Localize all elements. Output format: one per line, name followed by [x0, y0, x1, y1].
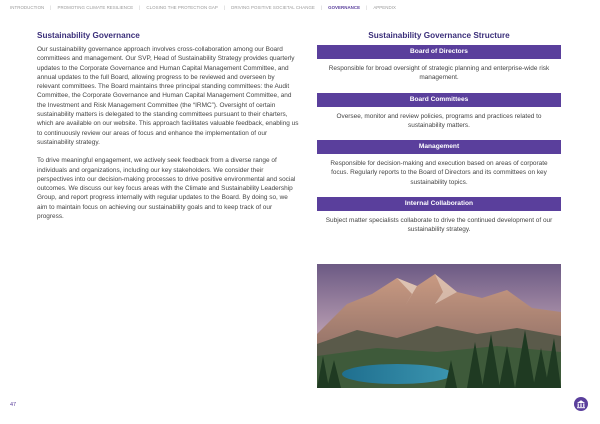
- nav-promoting-climate-resilience[interactable]: PROMOTING CLIMATE RESILIENCE: [57, 5, 134, 10]
- nav-governance[interactable]: GOVERNANCE: [328, 5, 361, 10]
- section-title-governance: Sustainability Governance: [37, 31, 140, 40]
- nav-appendix[interactable]: APPENDIX: [373, 5, 396, 10]
- building-logo-icon: [574, 397, 588, 411]
- structure-box-header: Management: [317, 140, 561, 154]
- building-logo-icon: [574, 397, 588, 411]
- structure-box-description: Responsible for broad oversight of strategic planning and enterprise-wide risk management.: [328, 65, 550, 82]
- structure-box-description: Subject matter specialists collaborate to drive the continued development of our sustainability strategy.: [325, 217, 553, 234]
- mountain-lake-photo: [317, 264, 561, 388]
- top-navigation: [10, 5, 590, 10]
- nav-separator: |: [320, 5, 323, 10]
- nav-closing-the-protection-gap[interactable]: CLOSING THE PROTECTION GAP: [146, 5, 218, 10]
- nav-separator: |: [139, 5, 141, 10]
- governance-structure-column: [317, 31, 561, 245]
- structure-box-board-of-directors: [317, 45, 561, 86]
- nav-introduction[interactable]: INTRODUCTION: [10, 5, 45, 10]
- structure-box-header: Board of Directors: [317, 45, 561, 59]
- structure-box-board-committees: [317, 93, 561, 134]
- structure-box-description: Oversee, monitor and review policies, programs and practices related to sustainability matters.: [336, 112, 542, 129]
- structure-box-management: [317, 140, 561, 190]
- section-title-structure: Sustainability Governance Structure: [368, 31, 510, 40]
- paragraph-governance-approach: Our sustainability governance approach involves cross-collaboration among our Board committees and management. Our SVP, Head of Sustainability Strategy provides quarterly updates to the Corporate Governance and Human Capital Management Committee, and annual updates to the full Board, allowing progress to be reviewed and overseen by relevant committees. The Board maintains three principal standing committees: the Audit Committee, the Corporate Governance and Human Capital Management Committee, and the Investment and Risk Management Committee (the “IRMC”). Oversight of certain sustainability matters is delegated to the standing committees pursuant to their charters, which are available on our website. This approach facilitates valuable feedback, enabling us to continuously review our areas of focus and enhance the implementation of our sustainability strategy.: [37, 46, 299, 146]
- governance-text-column: [37, 31, 299, 230]
- paragraph-stakeholder-engagement: To drive meaningful engagement, we actively seek feedback from a diverse range of individuals and organizations, including our key stakeholders. We consider their perspectives into our decision-making processes to drive positive environmental and social outcomes. We discuss our key focus areas with the Climate and Sustainability Leadership Group, and report progress internally with regular updates to the Board. By doing so, we aim to maintain focus on achieving our sustainability goals and to keep track of our progress.: [37, 157, 296, 221]
- page-number: 47: [10, 402, 17, 408]
- nav-separator: |: [366, 5, 368, 10]
- nav-separator: |: [50, 5, 52, 10]
- nav-driving-positive-societal-change[interactable]: DRIVING POSITIVE SOCIETAL CHANGE: [231, 5, 315, 10]
- structure-box-header: Board Committees: [317, 93, 561, 107]
- mountain-landscape-illustration: [317, 264, 561, 388]
- nav-separator: |: [223, 5, 226, 10]
- structure-box-internal-collaboration: [317, 197, 561, 238]
- structure-box-header: Internal Collaboration: [317, 197, 561, 211]
- structure-box-description: Responsible for decision-making and execution based on areas of corporate focus. Regularly reports to the Board of Directors and its committees on key sustainability topics.: [330, 160, 548, 186]
